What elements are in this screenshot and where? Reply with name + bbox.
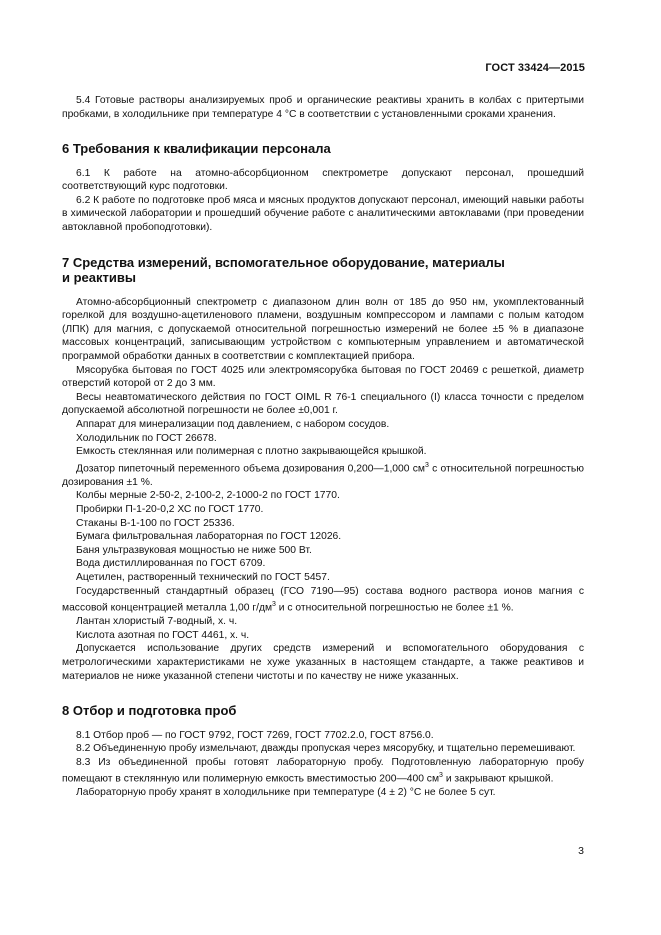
paragraph-5-4: 5.4 Готовые растворы анализируемых проб и органические реактивы хранить в колбах с притертыми пробками, в холодильнике при температуре 4 °С в соответствии с установленными сроками хранения. [62,95,584,120]
equipment-note: Допускается использование других средств измерений и вспомогательного оборудования с метрологическими характеристиками не хуже указанных в настоящем стандарте, а также реактивов и материалов не ниже указанной степени чистоты и по качеству не ниже указанных. [62,643,584,682]
section-7-heading [62,255,584,286]
p83-tail: и закрывают крышкой. [442,773,554,785]
equipment-item: Баня ультразвуковая мощностью не ниже 500 Вт. [76,544,312,556]
gso-tail: и с относительной погрешностью не более ±1 %. [275,602,514,614]
equipment-item: Бумага фильтровальная лабораторная по ГОСТ 12026. [76,531,342,543]
dozator-text: Дозатор пипеточный переменного объема дозирования 0,200—1,000 см [76,463,425,475]
equipment-item: Холодильник по ГОСТ 26678. [76,432,217,444]
equipment-item: Лантан хлористый 7-водный, х. ч. [76,616,238,628]
equipment-item-gso [62,585,584,616]
equipment-item: Аппарат для минерализации под давлением, с набором сосудов. [76,419,390,430]
document-body [62,94,584,800]
section-6-heading: 6 Требования к квалификации персонала [62,141,331,157]
page-number: 3 [578,845,584,857]
section-8-heading: 8 Отбор и подготовка проб [62,703,237,719]
paragraph-8-2: 8.2 Объединенную пробу измельчают, дважды пропуская через мясорубку, и тщательно перемешивают. [76,743,576,755]
section-7-heading-line1: 7 Средства измерений, вспомогательное оборудование, материалы [62,254,505,270]
equipment-item: Весы неавтоматического действия по ГОСТ OIML R 76-1 специального (I) класса точности с пределом допускаемой абсолютной погрешности не более ±0,001 г. [62,391,584,417]
p83-text: 8.3 Из объединенной пробы готовят лабораторную пробу. Подготовленную лабораторную пробу помещают в стеклянную или полимерную емкость вместимостью 200—400 см [62,756,584,785]
equipment-item: Емкость стеклянная или полимерная с плотно закрывающейся крышкой. [76,446,427,458]
equipment-item: Кислота азотная по ГОСТ 4461, х. ч. [76,629,250,641]
equipment-item: Стаканы В-1-100 по ГОСТ 25336. [76,517,235,529]
p83-sup: 3 [439,772,443,780]
paragraph-8-3 [62,756,584,787]
paragraph-8-1: 8.1 Отбор проб — по ГОСТ 9792, ГОСТ 7269, ГОСТ 7702.2.0, ГОСТ 8756.0. [76,729,434,741]
equipment-item: Колбы мерные 2-50-2, 2-100-2, 2-1000-2 по ГОСТ 1770. [76,490,340,502]
equipment-item: Ацетилен, растворенный технический по ГОСТ 5457. [76,571,330,583]
gso-sup: 3 [272,601,276,609]
equipment-item: Мясорубка бытовая по ГОСТ 4025 или электромясорубка бытовая по ГОСТ 20469 с решеткой, диаметр отверстий которой от 2 до 3 мм. [62,364,584,390]
equipment-item: Атомно-абсорбционный спектрометр с диапазоном длин волн от 185 до 950 нм, укомплектованный горелкой для воздушно-ацетиленового пламени, воздушным компрессором и лампами с полым катодом (ЛПК) для магния, с допускаемой относительной погрешностью измерений не более ±5 % в диапазоне массовых концентраций, записывающим устройством с компьютерным управлением и автоматической программой обработки данных в соответствии с комплектацией прибора. [62,296,584,363]
paragraph-8-4: Лабораторную пробу хранят в холодильнике при температуре (4 ± 2) °С не более 5 сут. [76,787,496,799]
gso-text: Государственный стандартный образец (ГСО 7190—95) состава водного раствора ионов магния с массовой концентрацией металла 1,00 г/дм [62,585,584,614]
equipment-item: Вода дистиллированная по ГОСТ 6709. [76,558,266,570]
equipment-item: Пробирки П-1-20-0,2 ХС по ГОСТ 1770. [76,503,264,515]
paragraph-6-1: 6.1 К работе на атомно-абсорбционном спектрометре допускают персонал, прошедший соответствующий курс подготовки. [62,167,584,193]
dozator-sup: 3 [424,461,429,469]
dozator-tail: с относительной погрешностью дозирования ±1 %. [62,463,584,488]
section-7-heading-line2: и реактивы [62,270,136,286]
equipment-item-dozator [62,459,584,490]
standard-number: ГОСТ 33424—2015 [485,62,585,74]
paragraph-6-2: 6.2 К работе по подготовке проб мяса и мясных продуктов допускают персонал, имеющий навыки работы в химической лаборатории и прошедший обучение работе с аналитическими автоклавами (при проведении автоклавной пробоподготовки). [62,194,584,234]
